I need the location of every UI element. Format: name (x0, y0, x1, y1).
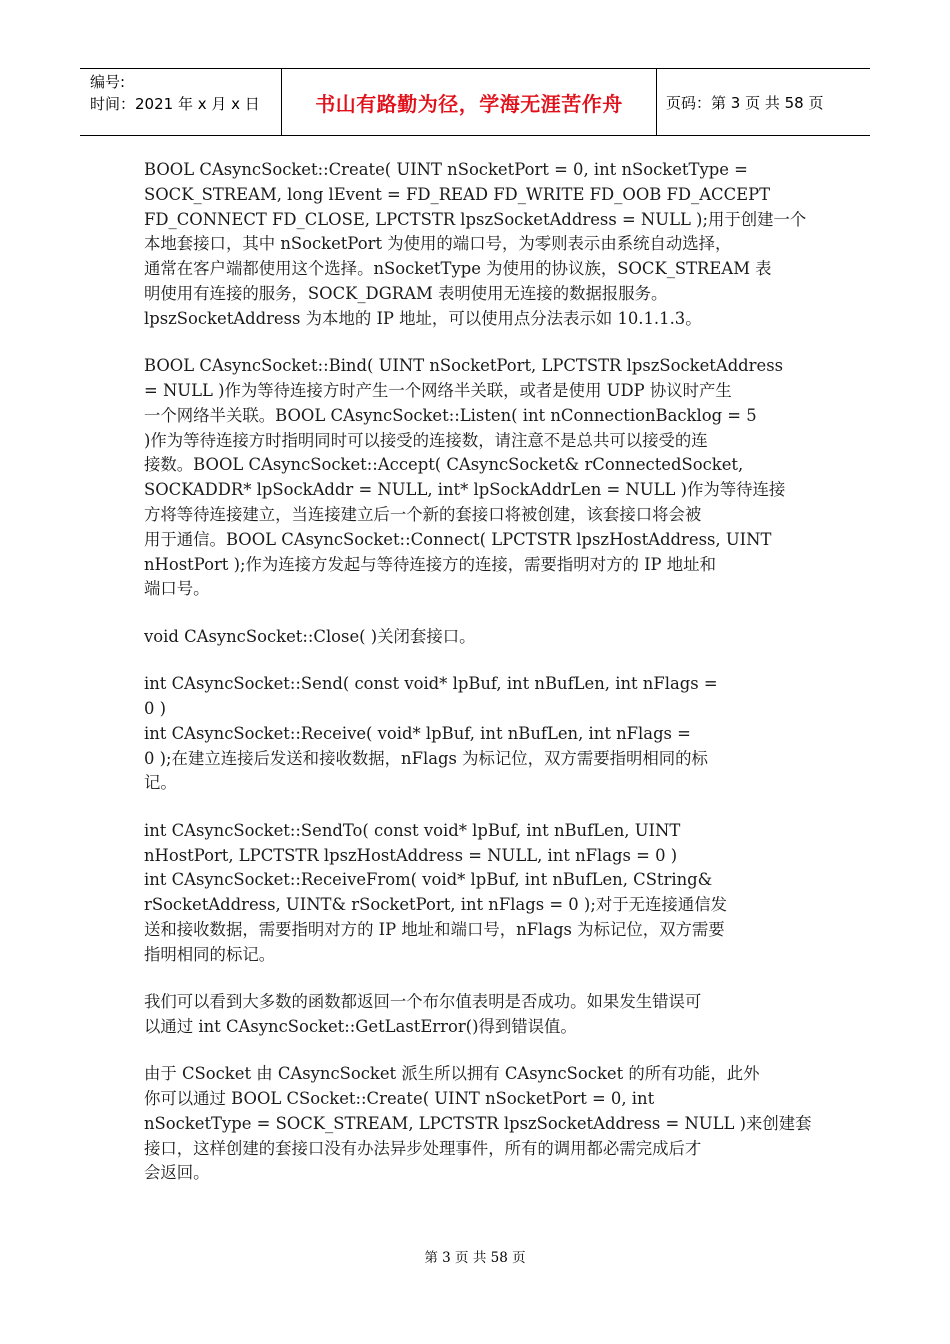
paragraph-create: BOOL CAsyncSocket::Create( UINT nSocketPort = 0, int nSocketType = SOCK_STREAM, long lEvent = FD_READ FD_WRITE FD_OOB FD_ACCEPT FD_CONNECT FD_CLOSE, LPCTSTR lpszSocketAddress = NULL );用于创建一个 本地套接口，其中 nSocketPort 为使用的端口号，为零则表示由系统自动选择， 通常在客户端都使用这个选择。nSocketType 为使用的协议族，SOCK_STREAM 表 明使用有连接的服务，SOCK_DGRAM 表明使用无连接的数据报服务。 lpszSocketAddress 为本地的 IP 地址，可以使用点分法表示如 10.1.1.3。 (144, 160, 807, 328)
paragraph-return-values: 我们可以看到大多数的函数都返回一个布尔值表明是否成功。如果发生错误可 以通过 int CAsyncSocket::GetLastError()得到错误值。 (144, 992, 702, 1036)
page-footer: 第 3 页 共 58 页 (424, 1250, 526, 1266)
page-header (80, 68, 870, 136)
page-code: 页码：第 3 页 共 58 页 (666, 93, 824, 112)
body-content (144, 158, 812, 1209)
paragraph-bind-listen-accept-connect: BOOL CAsyncSocket::Bind( UINT nSocketPort, LPCTSTR lpszSocketAddress = NULL )作为等待连接方时产生一个网络半关联，或者是使用 UDP 协议时产生 一个网络半关联。BOOL CAsyncSocket::Listen( int nConnectionBacklog = 5 )作为等待连接方时指明同时可以接受的连接数，请注意不是总共可以接受的连 接数。BOOL CAsyncSocket::Accept( CAsyncSocket& rConnectedSocket, SOCKADDR* lpSockAddr = NULL, int* lpSockAddrLen = NULL )作为等待连接 方将等待连接建立，当连接建立后一个新的套接口将被创建，该套接口将会被 用于通信。BOOL CAsyncSocket::Connect( LPCTSTR lpszHostAddress, UINT nHostPort );作为连接方发起与等待连接方的连接，需要指明对方的 IP 地址和 端口号。 (144, 356, 786, 599)
paragraph-csocket: 由于 CSocket 由 CAsyncSocket 派生所以拥有 CAsyncSocket 的所有功能，此外 你可以通过 BOOL CSocket::Create( UINT nSocketPort = 0, int nSocketType = SOCK_STREAM, LPCTSTR lpszSocketAddress = NULL )来创建套 接口，这样创建的套接口没有办法异步处理事件，所有的调用都必需完成后才 会返回。 (144, 1064, 812, 1183)
header-motto-cell (282, 69, 657, 135)
header-page-cell (657, 69, 870, 135)
header-meta-cell (80, 69, 282, 135)
doc-number-label: 编号: (90, 73, 126, 91)
paragraph-close: void CAsyncSocket::Close( )关闭套接口。 (144, 626, 476, 646)
paragraph-send-receive: int CAsyncSocket::Send( const void* lpBuf, int nBufLen, int nFlags = 0 ) int CAsyncSocket::Receive( void* lpBuf, int nBufLen, int nFlags = 0 );在建立连接后发送和接收数据，nFlags 为标记位，双方需要指明相同的标 记。 (144, 674, 718, 793)
motto-text: 书山有路勤为径，学海无涯苦作舟 (315, 91, 623, 116)
time-label: 时间：2021 年 x 月 x 日 (90, 95, 260, 113)
paragraph-sendto-receivefrom: int CAsyncSocket::SendTo( const void* lpBuf, int nBufLen, UINT nHostPort, LPCTSTR lpszHostAddress = NULL, int nFlags = 0 ) int CAsyncSocket::ReceiveFrom( void* lpBuf, int nBufLen, CString& rSocketAddress, UINT& rSocketPort, int nFlags = 0 );对于无连接通信发 送和接收数据，需要指明对方的 IP 地址和端口号，nFlags 为标记位，双方需要 指明相同的标记。 (144, 820, 727, 964)
